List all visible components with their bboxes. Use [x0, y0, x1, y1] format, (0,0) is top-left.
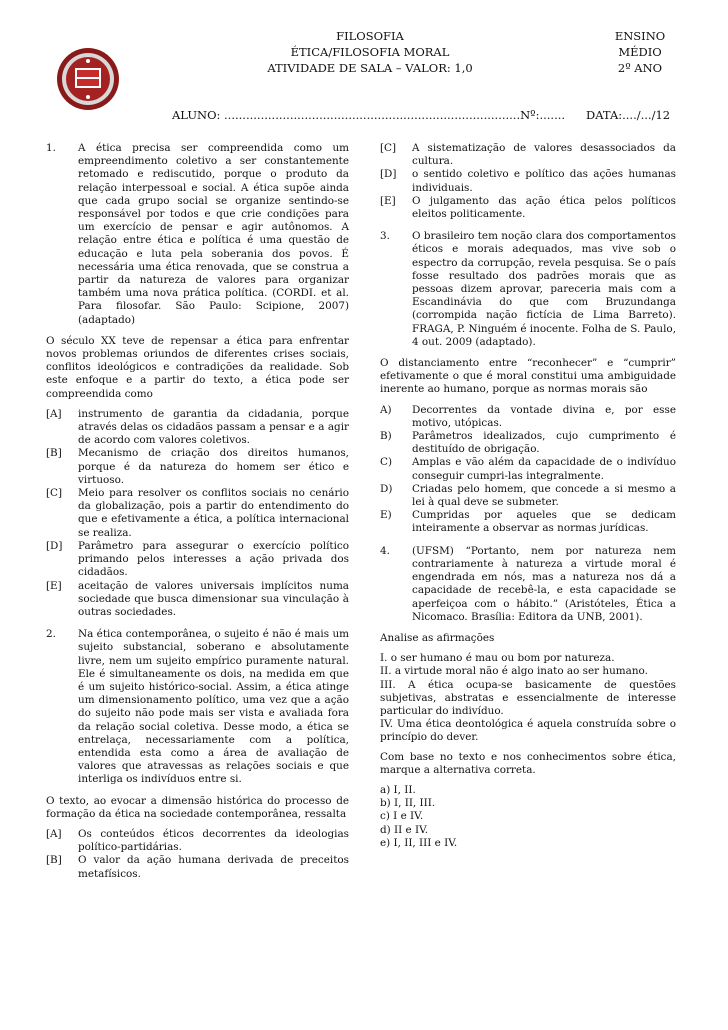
option-b[interactable]: B) Parâmetros idealizados, cujo cumprimento é destituído de obrigação.	[380, 430, 676, 456]
alternative-b[interactable]: b) I, II, III.	[380, 797, 436, 810]
options-list-continued	[380, 142, 676, 221]
question-number: 4.	[380, 544, 390, 557]
option-d[interactable]: [D] Parâmetro para assegurar o exercício político primando pelos interesses a ação privada dos cidadãos.	[46, 539, 349, 579]
affirmation-3: III. A ética ocupa-se basicamente de questões subjetivas, abstratas e essencialmente de interesse particular do indivíduo.	[380, 678, 676, 717]
question-text: (UFSM) “Portanto, nem por natureza nem contrariamente à natureza a virtude moral é engendrada em nós, mas a natureza nos dá a capacidade de recebê-la, e esta capacidade se aperfeiçoa com o hábito.” (Aristóteles, Ética a Nicomaco. Brasília: Editora da UNB, 2001).	[412, 544, 676, 623]
affirmations-intro: Analise as afirmações	[380, 631, 495, 644]
option-e[interactable]: E) Cumpridas por aqueles que se dedicam inteiramente a observar as normas jurídicas.	[380, 509, 676, 535]
question-stem: Com base no texto e nos conhecimentos sobre ética, marque a alternativa correta.	[380, 750, 676, 776]
left-column	[46, 142, 349, 890]
student-line: ALUNO: .................................................................................Nº:.......	[172, 108, 566, 122]
option-b[interactable]: [B] Mecanismo de criação dos direitos humanos, porque é da natureza do homem ser ético e virtuoso.	[46, 447, 349, 486]
options-list	[46, 408, 349, 619]
option-a[interactable]: [A] Os conteúdos éticos decorrentes da ideologias político-partidárias.	[46, 827, 349, 854]
affirmation-4: IV. Uma ética deontológica é aquela construída sobre o princípio do dever.	[380, 718, 676, 744]
question-text: O brasileiro tem noção clara dos comportamentos éticos e morais adequados, mas vive sob o espectro da corrupção, revela pesquisa. Se o país fosse resultado dos padrões morais que as pessoas dizem aprovar, pareceria mais com a Escandinávia do que com Bruzundanga (corrompida nação fictícia de Lima Barreto). FRAGA, P. Ninguém é inocente. Folha de S. Paulo, 4 out. 2009 (adaptado).	[412, 230, 676, 348]
activity-title: ATIVIDADE DE SALA – VALOR: 1,0	[267, 61, 473, 75]
alternative-d[interactable]: d) II e IV.	[380, 823, 429, 836]
option-c[interactable]: [C] Meio para resolver os conflitos sociais no cenário da globalização, pois a partir do entendimento do que e efetivamente a ética, a política internacional se realiza.	[46, 487, 349, 539]
question-text: Na ética contemporânea, o sujeito é não é mais um sujeito substancial, soberano e absolutamente livre, nem um sujeito empírico puramente natural. Ele é simultaneamente os dois, na medida em que é um sujeito histórico-social. Assim, a ética atinge um dimensionamento político, uma vez que a ação do sujeito não pode mais ser vista e avaliada fora da relação social coletiva. Desse modo, a ética se entrelaça, necessariamente com a política, entendida esta como a área de avaliação de valores que atravessas as relações sociais e que interliga os indivíduos entre si.	[78, 628, 349, 786]
option-c[interactable]: C) Amplas e vão além da capacidade de o indivíduo conseguir cumpri-las integralmente.	[380, 456, 676, 482]
option-e[interactable]: [E] aceitação de valores universais implícitos numa sociedade que busca dimensionar sua vinculação à outras sociedades.	[46, 579, 349, 618]
level-line-2: MÉDIO	[618, 45, 662, 59]
question-number: 2.	[46, 628, 56, 641]
option-a[interactable]: [A] instrumento de garantia da cidadania, porque através delas os cidadãos passam a pensar e a agir de acordo com valores coletivos.	[46, 407, 349, 447]
question-3	[380, 230, 676, 349]
question-text: A ética precisa ser compreendida como um empreendimento coletivo a ser constantemente retomado e rediscutido, porque o produto da relação interpessoal e social. A ética supõe ainda que cada grupo social se organize sentindo-se responsável por todos e que crie condições para um exercício de pensar e agir autônomos. A relação entre ética e política é uma questão de educação e luta pela soberania dos povos. É necessária uma ética renovada, que se construa a partir da natureza de valores para organizar também uma nova prática política. (CORDI. et al. Para filosofar. São Paulo: Scipione, 2007) (adaptado)	[78, 142, 349, 326]
alternatives-list	[380, 784, 676, 850]
subject-title: FILOSOFIA	[336, 29, 404, 43]
affirmation-2: II. a virtude moral não é algo inato ao ser humano.	[380, 665, 648, 678]
option-b[interactable]: [B] O valor da ação humana derivada de preceitos metafísicos.	[46, 854, 349, 880]
option-c[interactable]: [C] A sistematização de valores desassociados da cultura.	[380, 142, 676, 168]
question-number: 3.	[380, 230, 390, 243]
option-a[interactable]: A) Decorrentes da vontade divina e, por esse motivo, utópicas.	[380, 403, 676, 429]
question-number: 1.	[46, 142, 56, 154]
question-stem: O distanciamento entre “reconhecer” e “cumprir” efetivamente o que é moral constitui uma ambiguidade inerente ao humano, porque as normas morais são	[380, 357, 676, 396]
header-right	[585, 28, 695, 76]
alternative-a[interactable]: a) I, II.	[380, 783, 416, 796]
level-line-1: ENSINO	[614, 29, 666, 43]
question-stem: O texto, ao evocar a dimensão histórica do processo de formação da ética na sociedade contemporânea, ressalta	[46, 794, 349, 820]
header-center	[150, 28, 590, 76]
affirmations-list	[380, 652, 676, 744]
school-seal-logo	[55, 46, 121, 112]
question-4	[380, 545, 676, 624]
alternative-e[interactable]: e) I, II, III e IV.	[380, 836, 458, 849]
option-d[interactable]: [D] o sentido coletivo e político das ações humanas individuais.	[380, 168, 676, 194]
option-d[interactable]: D) Criadas pelo homem, que concede a si mesmo a lei à qual deve se submeter.	[380, 482, 676, 509]
question-stem: O século XX teve de repensar a ética para enfrentar novos problemas oriundos de diferentes crises sociais, conflitos ideológicos e contradições da realidade. Sob este enfoque e a partir do texto, a ética pode ser compreendida como	[46, 334, 349, 400]
question-2	[46, 628, 349, 786]
right-column	[380, 142, 676, 850]
date-line: DATA:..../.../12	[586, 108, 671, 122]
grade-label: 2º ANO	[617, 61, 663, 75]
option-e[interactable]: [E] O julgamento das ação ética pelos políticos eleitos politicamente.	[380, 194, 676, 221]
options-list	[46, 828, 349, 881]
options-list	[380, 404, 676, 536]
topic-title: ÉTICA/FILOSOFIA MORAL	[290, 45, 450, 59]
question-1	[46, 142, 349, 327]
affirmation-1: I. o ser humano é mau ou bom por natureza.	[380, 652, 615, 665]
alternative-c[interactable]: c) I e IV.	[380, 810, 424, 823]
